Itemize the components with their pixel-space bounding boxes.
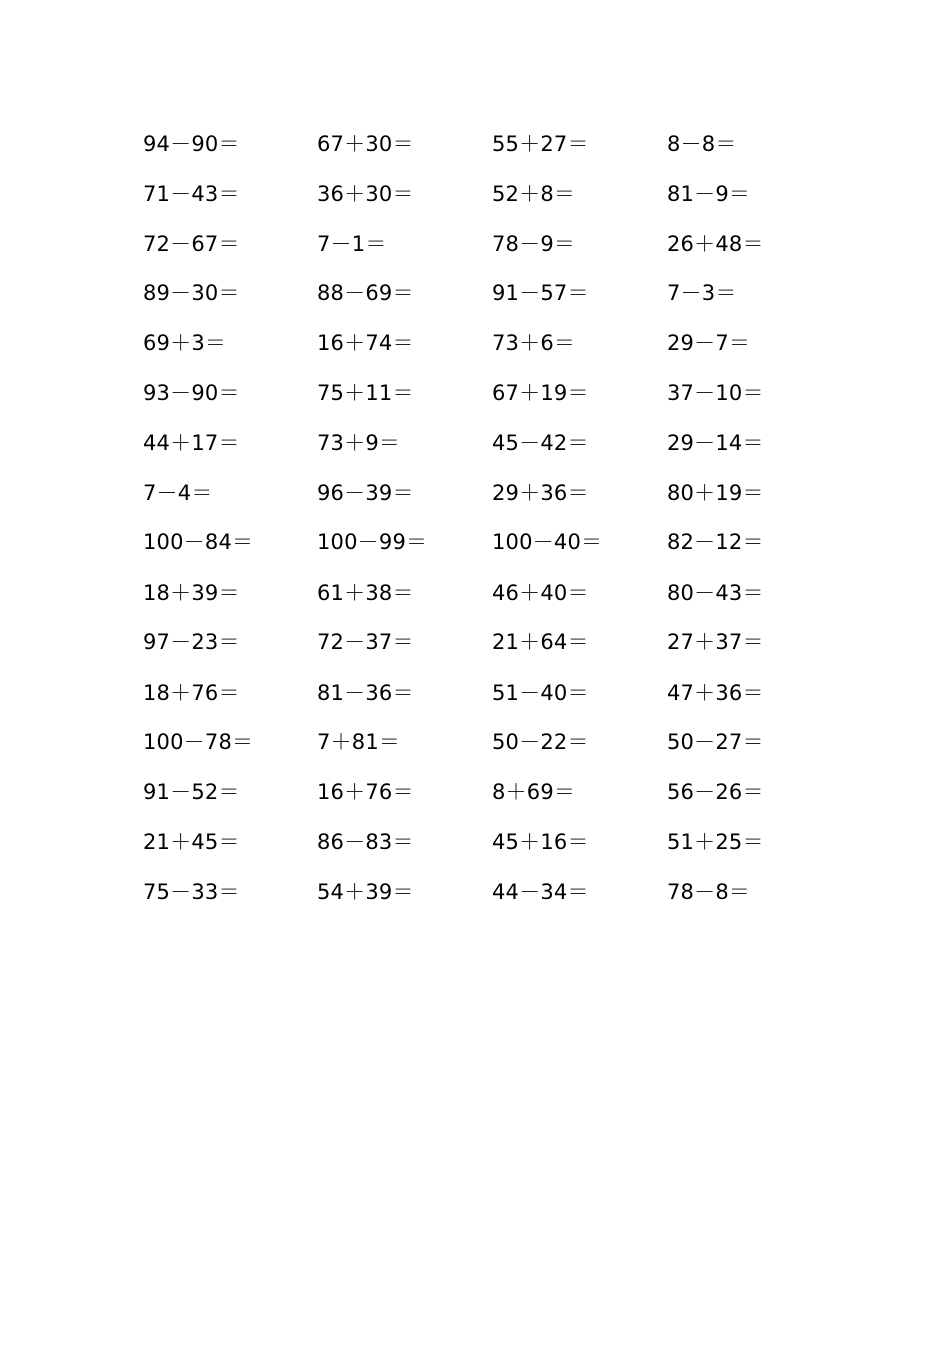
math-problem: 51－40＝ xyxy=(492,681,589,705)
math-problem: 71－43＝ xyxy=(143,182,240,206)
math-problem: 81－9＝ xyxy=(667,182,751,206)
math-problem: 54＋39＝ xyxy=(317,880,414,904)
math-problem: 56－26＝ xyxy=(667,780,764,804)
math-problem: 78－9＝ xyxy=(492,232,576,256)
math-problem: 7＋81＝ xyxy=(317,730,401,754)
math-problem: 100－99＝ xyxy=(317,530,428,554)
math-problem: 72－37＝ xyxy=(317,630,414,654)
math-problem: 50－22＝ xyxy=(492,730,589,754)
math-problem: 7－1＝ xyxy=(317,232,387,256)
math-problem: 44－34＝ xyxy=(492,880,589,904)
math-problem: 78－8＝ xyxy=(667,880,751,904)
math-problem: 82－12＝ xyxy=(667,530,764,554)
problem-row xyxy=(0,872,950,912)
math-problem: 7－4＝ xyxy=(143,481,213,505)
math-problem: 94－90＝ xyxy=(143,132,240,156)
math-problem: 16＋76＝ xyxy=(317,780,414,804)
math-problem: 89－30＝ xyxy=(143,281,240,305)
problem-row xyxy=(0,573,950,613)
problem-row xyxy=(0,323,950,363)
math-problem: 91－52＝ xyxy=(143,780,240,804)
problem-row xyxy=(0,722,950,762)
math-problem: 46＋40＝ xyxy=(492,581,589,605)
math-problem: 96－39＝ xyxy=(317,481,414,505)
problem-row xyxy=(0,273,950,313)
math-problem: 21＋45＝ xyxy=(143,830,240,854)
math-problem: 21＋64＝ xyxy=(492,630,589,654)
problem-row xyxy=(0,373,950,413)
problem-row xyxy=(0,423,950,463)
math-problem: 55＋27＝ xyxy=(492,132,589,156)
math-problem: 61＋38＝ xyxy=(317,581,414,605)
math-problem: 100－84＝ xyxy=(143,530,254,554)
math-problem: 45＋16＝ xyxy=(492,830,589,854)
math-problem: 18＋76＝ xyxy=(143,681,240,705)
math-problem: 69＋3＝ xyxy=(143,331,227,355)
math-problem: 81－36＝ xyxy=(317,681,414,705)
math-problem: 80－43＝ xyxy=(667,581,764,605)
math-problem: 36＋30＝ xyxy=(317,182,414,206)
math-problem: 29＋36＝ xyxy=(492,481,589,505)
math-problem: 67＋30＝ xyxy=(317,132,414,156)
problem-row xyxy=(0,473,950,513)
math-problem: 75－33＝ xyxy=(143,880,240,904)
math-problem: 45－42＝ xyxy=(492,431,589,455)
math-problem: 72－67＝ xyxy=(143,232,240,256)
math-problem: 44＋17＝ xyxy=(143,431,240,455)
math-problem: 52＋8＝ xyxy=(492,182,576,206)
problem-row xyxy=(0,622,950,662)
math-problem: 29－7＝ xyxy=(667,331,751,355)
problem-row xyxy=(0,124,950,164)
math-problem: 16＋74＝ xyxy=(317,331,414,355)
math-problem: 37－10＝ xyxy=(667,381,764,405)
math-problem: 47＋36＝ xyxy=(667,681,764,705)
math-problem: 8－8＝ xyxy=(667,132,737,156)
math-problem: 29－14＝ xyxy=(667,431,764,455)
math-problem: 27＋37＝ xyxy=(667,630,764,654)
math-problem: 7－3＝ xyxy=(667,281,737,305)
math-problem: 73＋9＝ xyxy=(317,431,401,455)
math-problem: 86－83＝ xyxy=(317,830,414,854)
math-problem: 26＋48＝ xyxy=(667,232,764,256)
math-problem: 93－90＝ xyxy=(143,381,240,405)
problem-row xyxy=(0,522,950,562)
problem-row xyxy=(0,224,950,264)
math-problem: 100－40＝ xyxy=(492,530,603,554)
math-problem: 100－78＝ xyxy=(143,730,254,754)
problem-row xyxy=(0,174,950,214)
math-problem: 51＋25＝ xyxy=(667,830,764,854)
math-problem: 8＋69＝ xyxy=(492,780,576,804)
problem-row xyxy=(0,673,950,713)
math-problem: 67＋19＝ xyxy=(492,381,589,405)
math-problem: 91－57＝ xyxy=(492,281,589,305)
math-problem: 50－27＝ xyxy=(667,730,764,754)
problem-row xyxy=(0,772,950,812)
math-problem: 18＋39＝ xyxy=(143,581,240,605)
math-problem: 88－69＝ xyxy=(317,281,414,305)
math-problem: 75＋11＝ xyxy=(317,381,414,405)
math-problem: 97－23＝ xyxy=(143,630,240,654)
math-problem: 80＋19＝ xyxy=(667,481,764,505)
problem-row xyxy=(0,822,950,862)
math-problem: 73＋6＝ xyxy=(492,331,576,355)
